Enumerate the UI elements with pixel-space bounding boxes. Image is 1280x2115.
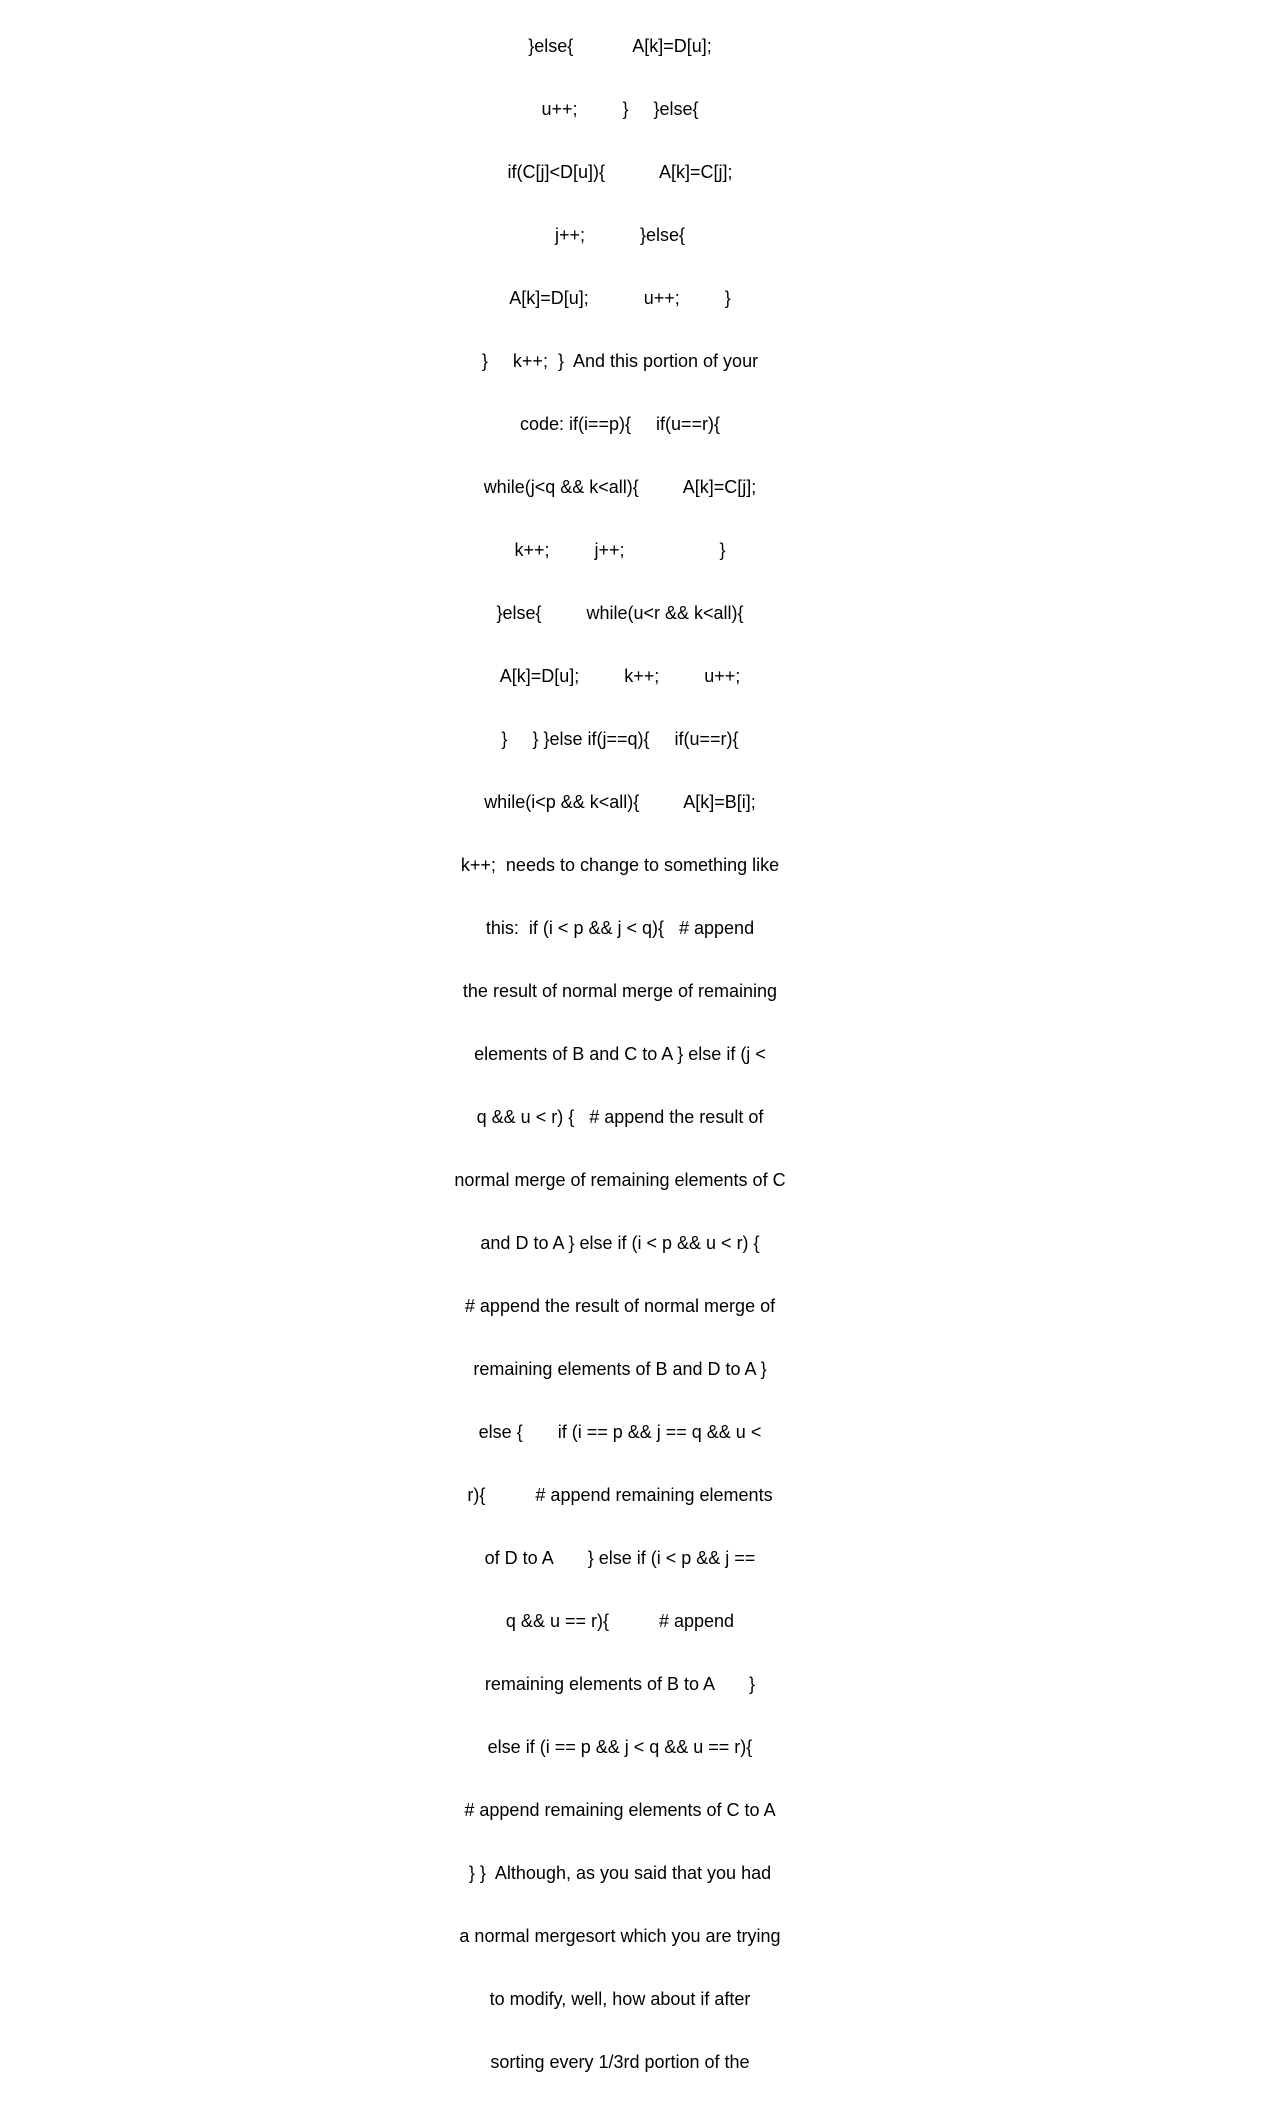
text-line: A[k]=D[u]; k++; u++; bbox=[499, 666, 741, 686]
text-line: k++; j++; } bbox=[514, 540, 726, 560]
text-line: A[k]=D[u]; u++; } bbox=[509, 288, 731, 308]
text-line: u++; } }else{ bbox=[541, 99, 699, 119]
text-line: else { if (i == p && j == q && u < bbox=[478, 1422, 762, 1442]
text-line: q && u == r){ # append bbox=[505, 1611, 735, 1631]
text-line: r){ # append remaining elements bbox=[467, 1485, 773, 1505]
text-line: elements of B and C to A } else if (j < bbox=[474, 1044, 766, 1064]
text-line: }else{ A[k]=D[u]; bbox=[528, 36, 712, 56]
text-line: while(i<p && k<all){ A[k]=B[i]; bbox=[484, 792, 756, 812]
text-line: # append remaining elements of C to A bbox=[464, 1800, 776, 1820]
text-line: if(C[j]<D[u]){ A[k]=C[j]; bbox=[507, 162, 733, 182]
text-line: } } }else if(j==q){ if(u==r){ bbox=[501, 729, 739, 749]
text-line: sorting every 1/3rd portion of the bbox=[490, 2052, 750, 2072]
text-line: code: if(i==p){ if(u==r){ bbox=[519, 414, 721, 434]
document-text-column bbox=[440, 0, 800, 2115]
text-line: of D to A } else if (i < p && j == bbox=[484, 1548, 756, 1568]
text-line: }else{ while(u<r && k<all){ bbox=[496, 603, 744, 623]
text-line: k++; needs to change to something like bbox=[460, 855, 780, 875]
text-line: normal merge of remaining elements of C bbox=[454, 1170, 786, 1190]
text-line: to modify, well, how about if after bbox=[489, 1989, 751, 2009]
text-line: remaining elements of B to A } bbox=[484, 1674, 756, 1694]
text-line: the result of normal merge of remaining bbox=[462, 981, 778, 1001]
text-line: this: if (i < p && j < q){ # append bbox=[485, 918, 755, 938]
text-line: while(j<q && k<all){ A[k]=C[j]; bbox=[483, 477, 757, 497]
text-line: } k++; } And this portion of your bbox=[481, 351, 759, 371]
text-line: and D to A } else if (i < p && u < r) { bbox=[480, 1233, 760, 1253]
text-line: else if (i == p && j < q && u == r){ bbox=[487, 1737, 753, 1757]
text-line: j++; }else{ bbox=[554, 225, 686, 245]
text-line: } } Although, as you said that you had bbox=[468, 1863, 772, 1883]
text-line: a normal mergesort which you are trying bbox=[459, 1926, 781, 1946]
text-line: remaining elements of B and D to A } bbox=[473, 1359, 767, 1379]
text-line: q && u < r) { # append the result of bbox=[476, 1107, 764, 1127]
text-line: # append the result of normal merge of bbox=[464, 1296, 776, 1316]
